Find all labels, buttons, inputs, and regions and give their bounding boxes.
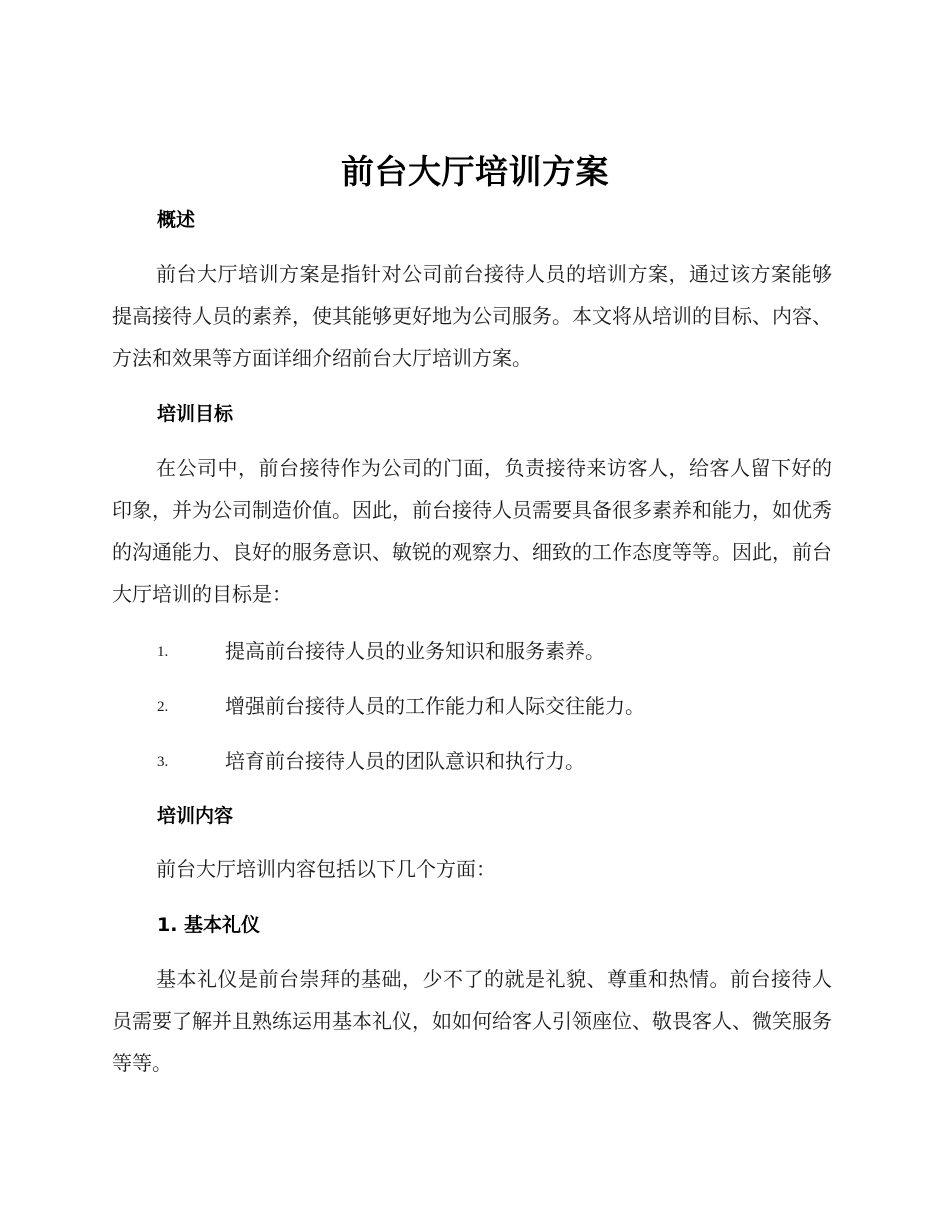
paragraph-overview: 前台大厅培训方案是指针对公司前台接待人员的培训方案，通过该方案能够提高接待人员的素养，使其能够更好地为公司服务。本文将从培训的目标、内容、方法和效果等方面详细介绍前台大厅培训方案。 <box>112 262 832 370</box>
paragraph-etiquette: 基本礼仪是前台崇拜的基础，少不了的就是礼貌、尊重和热情。前台接待人员需要了解并且熟练运用基本礼仪，如如何给客人引领座位、敬畏客人、微笑服务等等。 <box>112 967 832 1075</box>
section-heading-content: 培训内容 <box>157 805 234 827</box>
list-number: 1. <box>157 644 169 660</box>
list-number: 3. <box>157 754 169 770</box>
list-text: 提高前台接待人员的业务知识和服务素养。 <box>225 639 605 663</box>
section-heading-goals: 培训目标 <box>157 403 234 425</box>
section-heading-overview: 概述 <box>157 209 196 231</box>
list-number: 2. <box>157 699 169 715</box>
paragraph-content: 前台大厅培训内容包括以下几个方面： <box>156 857 496 881</box>
document-title: 前台大厅培训方案 <box>341 152 609 191</box>
list-text: 培育前台接待人员的团队意识和执行力。 <box>225 749 585 773</box>
list-text: 增强前台接待人员的工作能力和人际交往能力。 <box>225 694 645 718</box>
section-heading-etiquette: 1. 基本礼仪 <box>157 914 261 936</box>
paragraph-goals: 在公司中，前台接待作为公司的门面，负责接待来访客人，给客人留下好的印象，并为公司制造价值。因此，前台接待人员需要具备很多素养和能力，如优秀的沟通能力、良好的服务意识、敏锐的观察力、细致的工作态度等等。因此，前台大厅培训的目标是： <box>112 456 832 606</box>
